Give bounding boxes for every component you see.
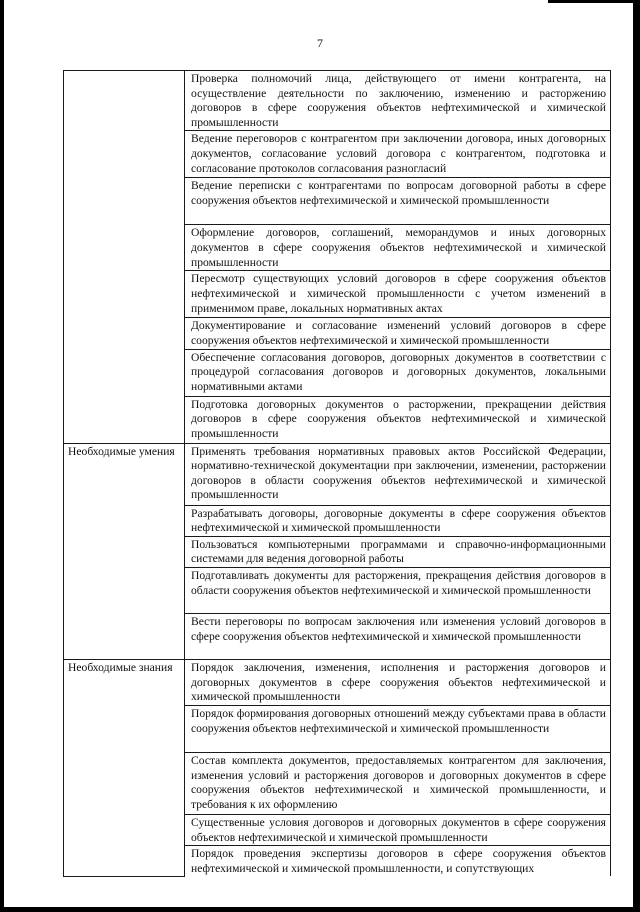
item-cell: Проверка полномочий лица, действующего от имени контрагента, на осуществление деятельности по заключению, изменению и расторжению договоров в сфере сооружения объектов нефтехимической и химической промышленности: [185, 71, 611, 131]
item-cell: Вести переговоры по вопросам заключения или изменения условий договоров в сфере сооружения объектов нефтехимической и химической промышленности: [185, 613, 611, 659]
category-cell-skills: Необходимые умения: [64, 443, 185, 659]
scan-border-left: [0, 0, 4, 912]
item-cell: Порядок формирования договорных отношений между субъектами права в области сооружения объектов нефтехимической и химической промышленности: [185, 705, 611, 752]
item-cell: Подготовка договорных документов о расторжении, прекращении действия договоров в сфере сооружения объектов нефтехимической и химической промышленности: [185, 396, 611, 443]
item-cell: Оформление договоров, соглашений, меморандумов и иных договорных документов в сфере сооружения объектов нефтехимической и химической промышленности: [185, 225, 611, 271]
item-cell: Разрабатывать договоры, договорные документы в сфере сооружения объектов нефтехимической и химической промышленности: [185, 505, 611, 536]
item-cell: Состав комплекта документов, предоставляемых контрагентом для заключения, изменения условий и расторжения договоров и договорных документов в сфере сооружения объектов нефтехимической и химической промышленности, и требования к их оформлению: [185, 752, 611, 814]
page-number: 7: [317, 36, 323, 50]
item-cell: Порядок заключения, изменения, исполнения и расторжения договоров и договорных документов в сфере сооружения объектов нефтехимической и химической промышленности: [185, 659, 611, 705]
category-cell: [64, 71, 185, 444]
item-cell: Ведение переписки с контрагентами по вопросам договорной работы в сфере сооружения объектов нефтехимической и химической промышленности: [185, 178, 611, 225]
item-cell: Обеспечение согласования договоров, договорных документов в соответствии с процедурой согласования договоров и договорных документов, локальными нормативными актами: [185, 349, 611, 396]
competency-table: [63, 70, 611, 877]
item-cell: Подготавливать документы для расторжения, прекращения действия договоров в области сооружения объектов нефтехимической и химической промышленности: [185, 567, 611, 613]
item-cell: Пользоваться компьютерными программами и справочно-информационными системами для ведения договорной работы: [185, 536, 611, 567]
item-cell: Пересмотр существующих условий договоров в сфере сооружения объектов нефтехимической и химической промышленности с учетом изменений в применимом праве, локальных нормативных актах: [185, 271, 611, 318]
item-cell: Применять требования нормативных правовых актов Российской Федерации, нормативно-технической документации при заключении, изменении, расторжении договоров в области сооружения объектов нефтехимической и химической промышленности: [185, 443, 611, 505]
scan-border-right: [633, 0, 640, 912]
table-row: [64, 71, 611, 131]
scan-border-bottom: [0, 907, 640, 912]
table-row: [64, 659, 611, 705]
category-cell-knowledge: Необходимые знания: [64, 659, 185, 876]
item-cell: Документирование и согласование изменений условий договоров в сфере сооружения объектов нефтехимической и химической промышленности: [185, 318, 611, 349]
item-cell: Ведение переговоров с контрагентом при заключении договора, иных договорных документов, согласование условий договора с контрагентом, подготовка и согласование протоколов согласования разногласий: [185, 131, 611, 178]
item-cell: Порядок проведения экспертизы договоров в сфере сооружения объектов нефтехимической и химической промышленности, и сопутствующих: [185, 846, 611, 877]
table-row: [64, 443, 611, 505]
item-cell: Существенные условия договоров и договорных документов в сфере сооружения объектов нефтехимической и химической промышленности: [185, 814, 611, 845]
scan-border-top: [548, 0, 640, 3]
